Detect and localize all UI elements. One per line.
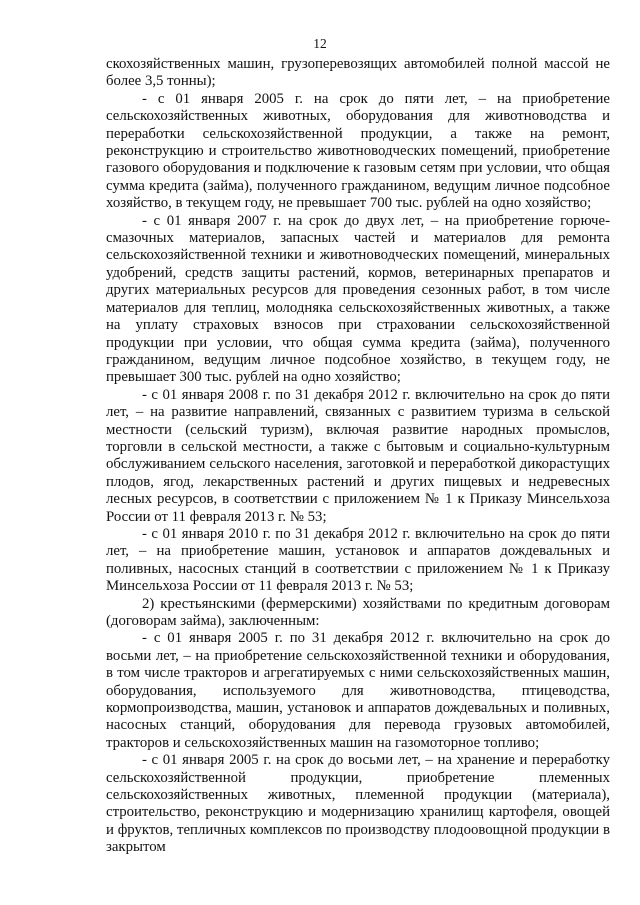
paragraph-machinery-2005: - с 01 января 2005 г. по 31 декабря 2012 г. включительно на срок до восьми лет, – на приобретение сельскохозяйственной техники и оборудования, в том числе тракторов и агрегатируемых с ними сельскохозяйственных машин, оборудования, используемого для животноводства, птицеводства, кормопроизводства, машин, установок и аппаратов дождевальных и поливных, насосных станций, оборудования для перевода грузовых автомобилей, тракторов и сельскохозяйственных машин на газомоторное топливо; [106,630,610,751]
document-body [106,56,610,857]
paragraph-farms-heading: 2) крестьянскими (фермерскими) хозяйствами по кредитным договорам (договорам займа), заключенным: [106,595,610,629]
page-number: 12 [313,36,327,51]
paragraph-rural-tourism-2008: - с 01 января 2008 г. по 31 декабря 2012 г. включительно на срок до пяти лет, – на развитие направлений, связанных с развитием туризма в сельской местности (сельский туризм), включая развитие народных промыслов, торговли в сельской местности, а также с бытовым и социально-культурным обслуживанием сельского населения, заготовкой и переработкой дикорастущих плодов, ягод, лекарственных растений и других пищевых и недревесных лесных ресурсов, в соответствии с приложением № 1 к Приказу Минсельхоза России от 11 февраля 2013 г. № 53; [106,386,610,525]
paragraph-storage-2005: - с 01 января 2005 г. на срок до восьми лет, – на хранение и переработку сельскохозяйственной продукции, приобретение племенных сельскохозяйственных животных, племенной продукции (материала), строительство, реконструкцию и модернизацию хранилищ картофеля, овощей и фруктов, тепличных комплексов по производству плодоовощной продукции в закрытом [106,752,610,856]
paragraph-continuation: скохозяйственных машин, грузоперевозящих автомобилей полной массой не более 3,5 тонны); [106,56,610,90]
paragraph-seasonal-2007: - с 01 января 2007 г. на срок до двух лет, – на приобретение горюче-смазочных материалов, запасных частей и материалов для ремонта сельскохозяйственной техники и животноводческих помещений, минеральных удобрений, средств защиты растений, кормов, ветеринарных препаратов и других материальных ресурсов для проведения сезонных работ, в том числе материалов для теплиц, молодняка сельскохозяйственных животных, а также на уплату страховых взносов при страховании сельскохозяйственной продукции при условии, что общая сумма кредита (займа), полученного гражданином, ведущим личное подсобное хозяйство, в текущем году, не превышает 300 тыс. рублей на одно хозяйство; [106,212,610,386]
paragraph-livestock-2005: - с 01 января 2005 г. на срок до пяти лет, – на приобретение сельскохозяйственных животных, оборудования для животноводства и переработки сельскохозяйственной продукции, а также на ремонт, реконструкцию и строительство животноводческих помещений, приобретение газового оборудования и подключение к газовым сетям при условии, что общая сумма кредита (займа), полученного гражданином, ведущим личное подсобное хозяйство, в текущем году, не превышает 700 тыс. рублей на одно хозяйство; [106,90,610,212]
paragraph-irrigation-2010: - с 01 января 2010 г. по 31 декабря 2012 г. включительно на срок до пяти лет, – на приобретение машин, установок и аппаратов дождевальных и поливных, насосных станций в соответствии с приложением № 1 к Приказу Минсельхоза России от 11 февраля 2013 г. № 53; [106,525,610,595]
